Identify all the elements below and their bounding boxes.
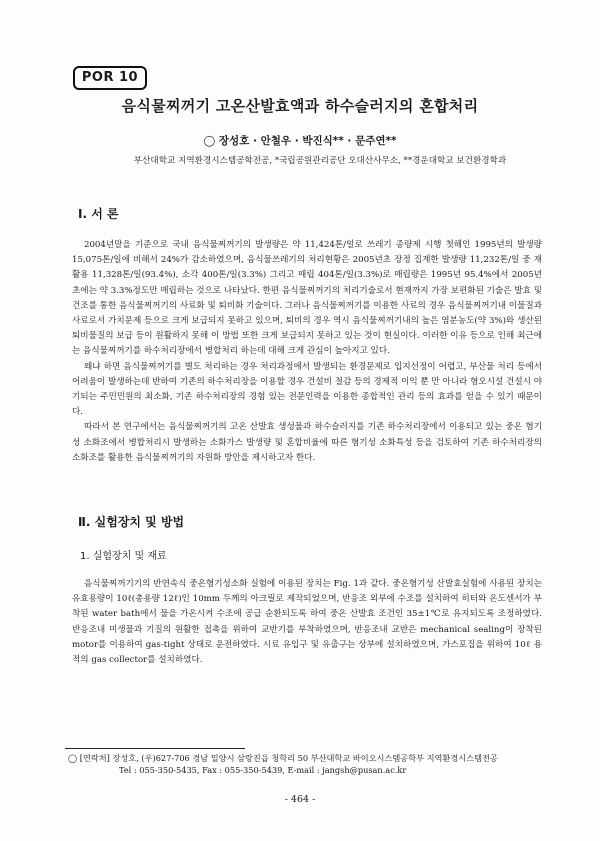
affiliations: 부산대학교 지역환경시스템공학전공, *국립공원관리공단 오대산사무소, **경운대학교 보건환경학과 bbox=[133, 156, 507, 166]
methods-body bbox=[72, 577, 542, 668]
introduction-paragraph: 왜냐 하면 음식물찌꺼기를 별도 처리하는 경우 처리과정에서 발생되는 환경문제로 입지선정이 어렵고, 부산물 처리 등에서 어려움이 발생하는데 반하여 기존의 하수처리장을 이용할 경우 건설비 절감 등의 경제적 이익 뿐 만 아니라 혐오시설 건설시 야기되는 주민민원의 최소화, 기존 하수처리장의 경험 있는 전문인력을 이용한 종합적인 관리 등의 효과를 얻을 수 있기 때문이다. bbox=[72, 361, 542, 418]
footnote-divider bbox=[65, 748, 245, 749]
introduction-body bbox=[72, 238, 542, 466]
footnote-contact: Tel : 055-350-5435, Fax : 055-350-5439, E-mail : jangsh@pusan.ac.kr bbox=[119, 765, 407, 775]
session-badge: POR 10 bbox=[73, 66, 147, 90]
page-number: - 464 - bbox=[284, 794, 316, 805]
methods-paragraph: 음식물찌꺼기기의 반연속식 중온혐기성소화 실험에 이용된 장치는 Fig. 1과 같다. 중온혐기성 산발효실험에 사용된 장치는 유효용량이 10ℓ(총용량 12ℓ)인 10mm 두께의 아크릴로 제작되었으며, 반응조 외부에 수조를 설치하여 히터와 온도센서가 부착된 water bath에서 물을 가온시켜 수조에 공급 순환되도록 하여 중온 산발효 조건인 35±1℃로 유지되도록 조정하였다. 반응조내 미생물과 기질의 원활한 접촉을 위하여 교반기를 부착하였으며, 반응조내 교반은 mechanical sealing이 장착된 motor를 이용하여 gas-tight 상태로 운전하였다. 시료 유입구 및 유출구는 상부에 설치하였으며, 가스포집을 위하여 10ℓ 용적의 gas collector를 설치하였다. bbox=[72, 579, 542, 666]
introduction-paragraph: 따라서 본 연구에서는 음식물찌꺼기의 고온 산발효 생성물과 하수슬러지를 기존 하수처리장에서 이용되고 있는 중온 혐기성 소화조에서 병합처리시 발생하는 소화가스 발생량 및 혼합비율에 따른 혐기성 소화특성 등을 검토하여 기존 하수처리장의 소화조를 활용한 음식물찌꺼기의 자원화 방안을 제시하고자 한다. bbox=[72, 422, 542, 463]
author-list: ◯ 장성호 · 안철우 · 박진식** · 문주연** bbox=[203, 135, 397, 147]
introduction-paragraph: 2004년말을 기준으로 국내 음식물찌꺼기의 발생량은 약 11,424톤/일로 쓰레기 종량제 시행 첫해인 1995년의 발생량 15,075톤/일에 비해서 24%가 감소하였으며, 음식물쓰레기의 처리현황은 2005년초 장정 집계한 발생량 11,232톤/일 중 재활용 11,328톤/일(93.4%), 소각 400톤/일(3.3%) 그리고 매립 404톤/일(3.3%)로 매립량은 1995년 95.4%에서 2005년 초에는 약 3.3%정도만 매립하는 것으로 나타났다. 한편 음식물찌꺼기의 처리기술로서 현재까지 가장 보편화된 기술은 발효 및 건조를 통한 음식물찌꺼기의 사료화 및 퇴비화 기술이다. 그러나 음식물찌꺼기를 이용한 사료의 경우 음식물찌꺼기내 이물질과 사료로서 가치문제 등으로 크게 보급되지 못하고 있으며, 퇴비의 경우 역시 음식물찌꺼기내의 높은 염분농도(약 3%)와 생산된 퇴비물질의 보급 등이 원활하지 못해 이 방법 또한 크게 보급되지 못하고 있는 것이 현실이다. 이러한 이유 등으로 인해 최근에는 음식물찌꺼기를 하수처리장에서 병합처리 하는데 대해 크게 관심이 높아지고 있다. bbox=[72, 240, 542, 357]
paper-title: 음식물찌꺼기 고온산발효액과 하수슬러지의 혼합처리 bbox=[121, 97, 479, 115]
contact-footnote bbox=[68, 752, 548, 776]
section-heading-introduction: Ⅰ. 서 론 bbox=[78, 207, 119, 221]
subsection-heading-apparatus: 1. 실험장치 및 재료 bbox=[80, 551, 167, 562]
footnote-address: ◯ [연락처] 장성호, (우)627-706 경남 밀양시 삼랑진읍 청학리 50 부산대학교 바이오시스템공학부 지역환경시스템전공 bbox=[68, 753, 498, 763]
section-heading-methods: Ⅱ. 실험장치 및 방법 bbox=[78, 515, 185, 529]
